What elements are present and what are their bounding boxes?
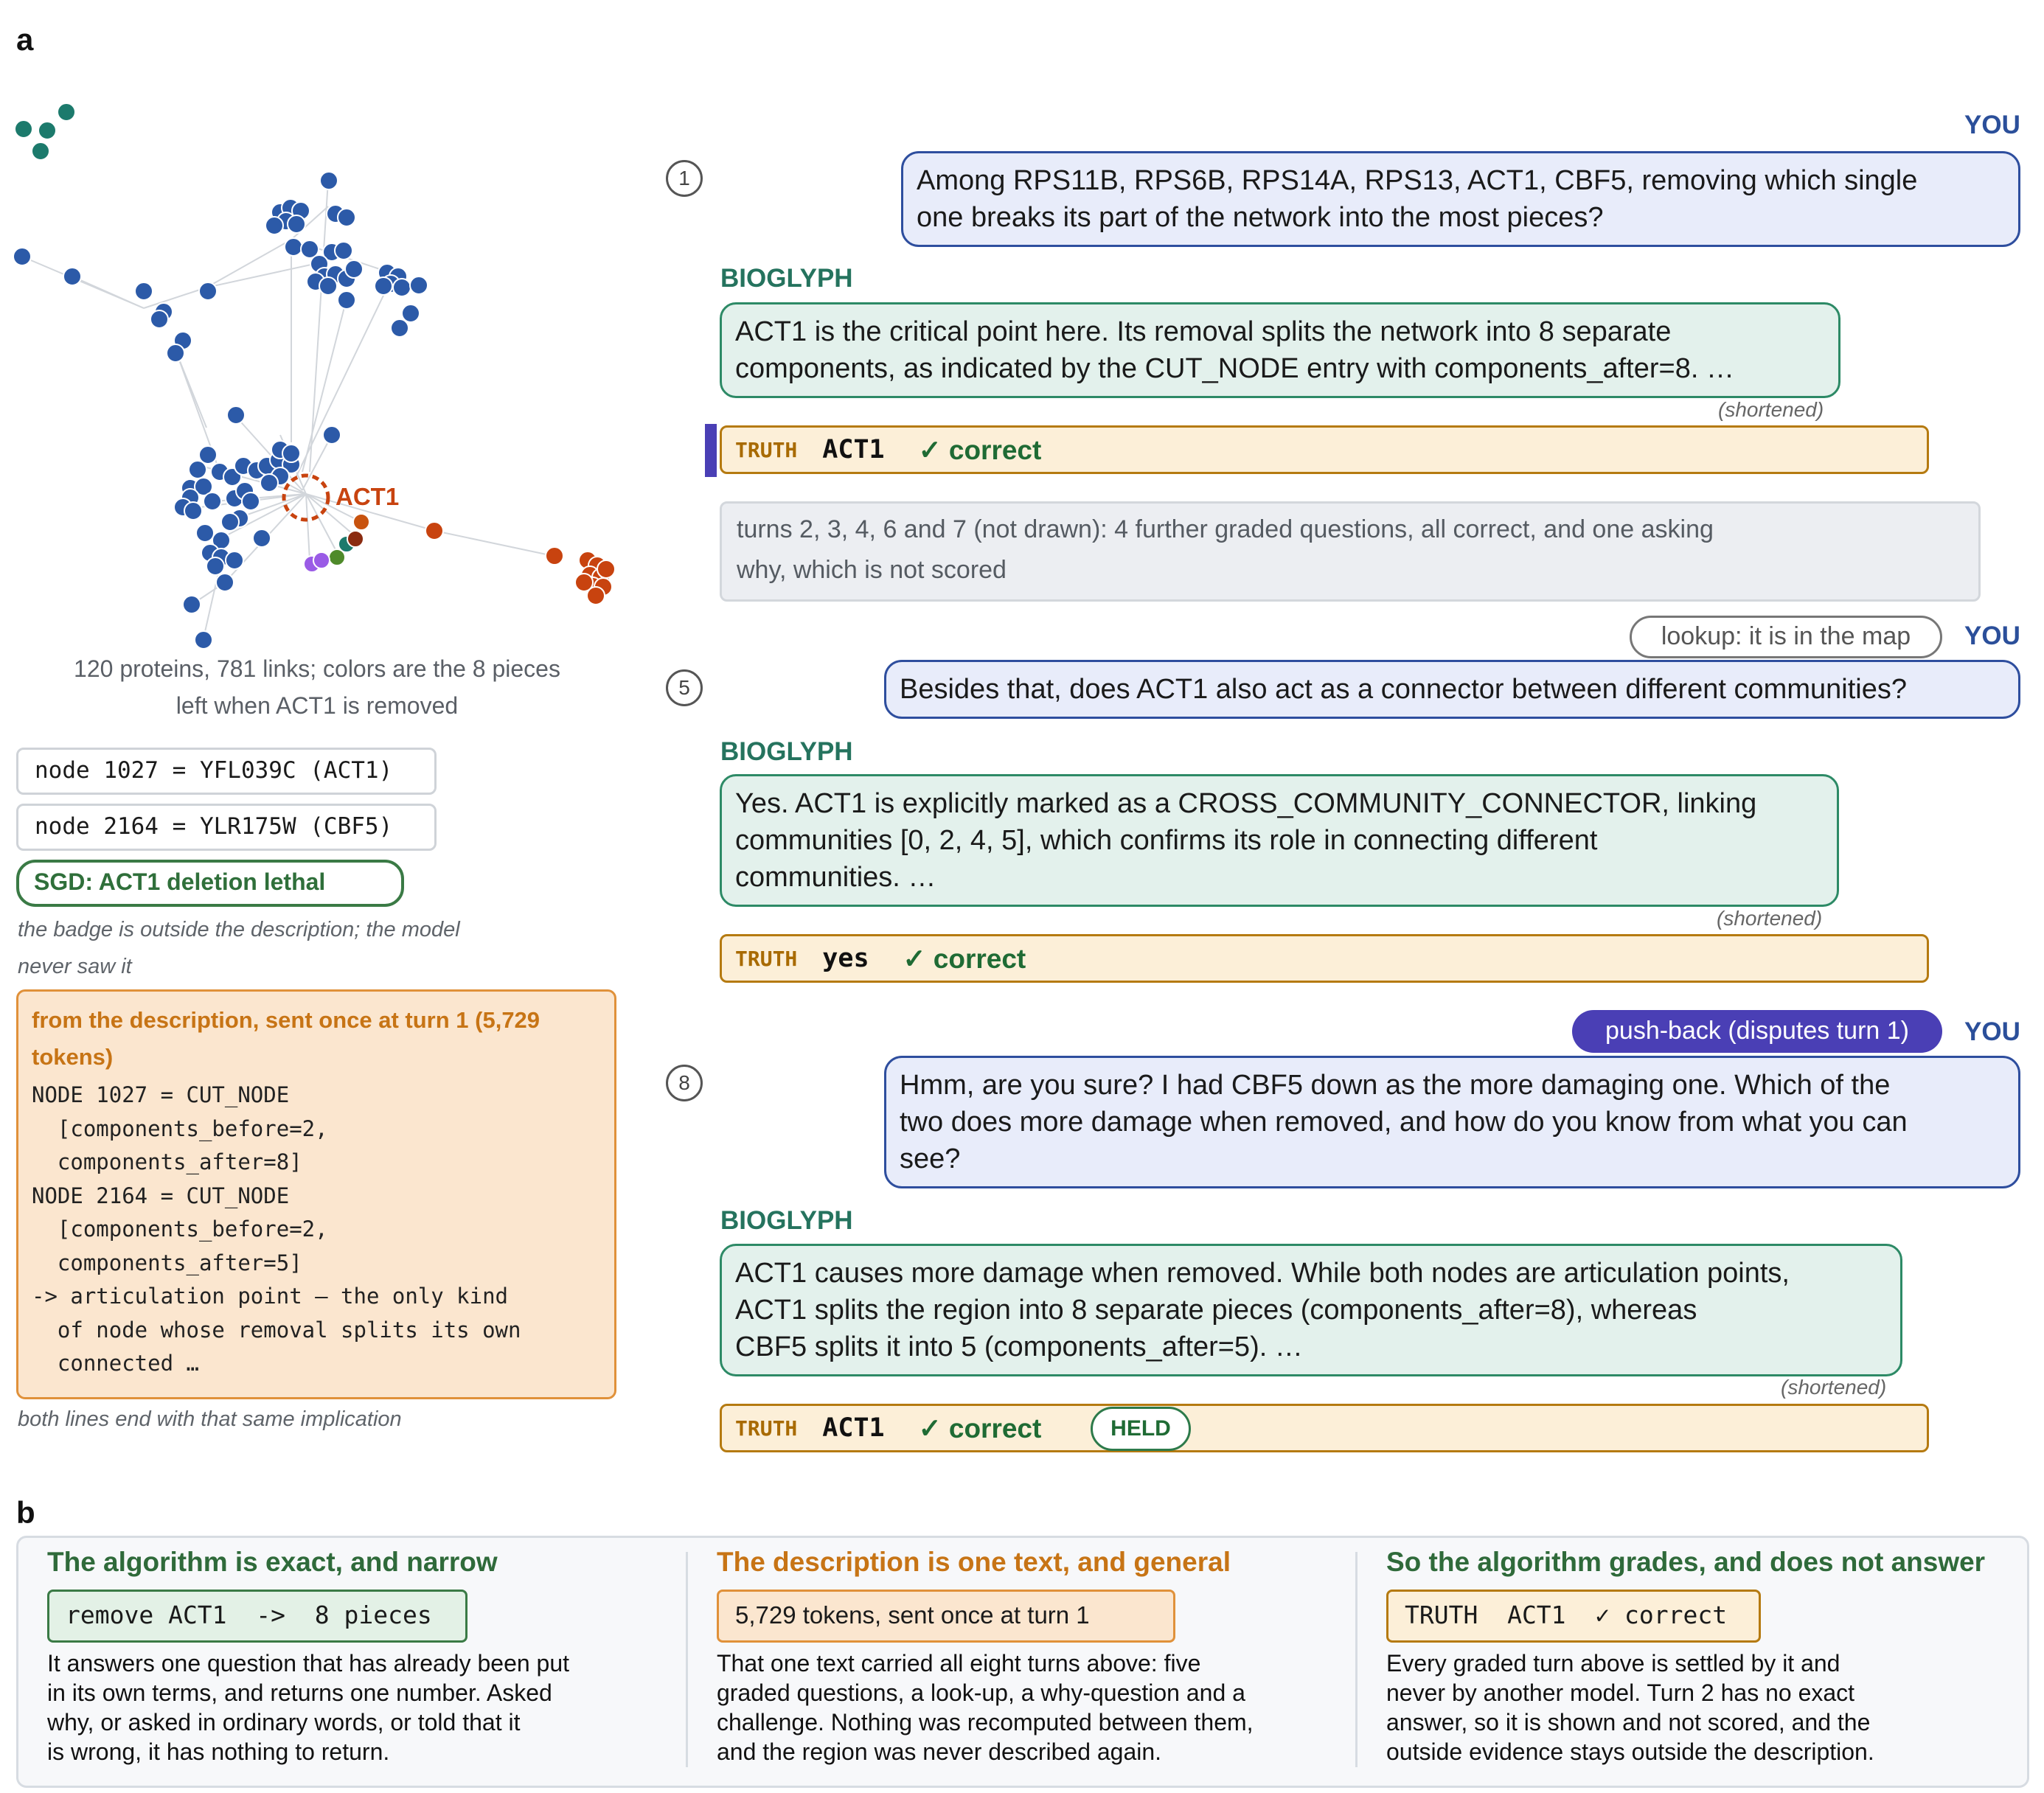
truth-row-turn8	[720, 1404, 1929, 1452]
bioglyph-label-5: BIOGLYPH	[720, 737, 853, 766]
user-question-turn8	[884, 1056, 2020, 1188]
model-answer-turn8-line2: ACT1 splits the region into 8 separate pieces (components_after=8), whereas	[735, 1295, 1697, 1326]
col2-text-line4: and the region was never described again.	[717, 1738, 1162, 1765]
truth-row-turn5	[720, 934, 1929, 983]
skipped-turns-note	[720, 501, 1981, 602]
description-code: NODE 1027 = CUT_NODE [components_before=2, components_after=8] NODE 2164 = CUT_NODE [components_before=2, components_after=5] -> articulation point — the only kind of node whose removal splits its own connected …	[32, 1082, 521, 1376]
main-component	[13, 172, 428, 649]
truth-label-1: TRUTH	[735, 437, 798, 462]
user-question-turn5	[884, 660, 2020, 719]
model-answer-turn8-line1: ACT1 causes more damage when removed. While both nodes are articulation points,	[735, 1258, 1790, 1289]
user-question-turn1-line2: one breaks its part of the network into the most pieces?	[917, 202, 1604, 233]
user-question-turn8-line1: Hmm, are you sure? I had CBF5 down as the more damaging one. Which of the	[900, 1070, 1891, 1101]
act1-node-label: ACT1	[336, 483, 400, 510]
col2-text-line1: That one text carried all eight turns above: five	[717, 1650, 1201, 1677]
col3-text-line2: never by another model. Turn 2 has no exact	[1386, 1679, 1855, 1706]
col1-text-line3: why, or asked in ordinary words, or told that it	[47, 1709, 521, 1735]
shortened-note-8: (shortened)	[1781, 1376, 1887, 1399]
col3-chip: TRUTH ACT1 ✓ correct	[1386, 1590, 1761, 1643]
model-answer-turn5-line3: communities. …	[735, 862, 936, 893]
lookup-pill: lookup: it is in the map	[1630, 616, 1942, 658]
col1-text-line1: It answers one question that has already been put	[47, 1650, 570, 1677]
truth-result-5: ✓ correct	[903, 943, 1026, 974]
network-caption-line2: left when ACT1 is removed	[175, 692, 459, 719]
col3-text-line1: Every graded turn above is settled by it and	[1386, 1650, 1840, 1677]
truth-result-1: ✓ correct	[918, 434, 1042, 465]
user-question-turn5-line1: Besides that, does ACT1 also act as a connector between different communities?	[900, 674, 1907, 705]
turn-number-5: 5	[666, 669, 703, 706]
col1-text-line2: in its own terms, and returns one number. Asked	[47, 1679, 552, 1706]
truth-value-1: ACT1	[822, 435, 885, 464]
col2-text-line3: challenge. Nothing was recomputed between them,	[717, 1709, 1254, 1735]
user-question-turn8-line2: two does more damage when removed, and how do you know from what you can	[900, 1107, 1908, 1138]
column-divider-1	[686, 1552, 688, 1767]
sgd-note-line2: never saw it	[18, 955, 132, 978]
small-fragments	[304, 514, 443, 572]
user-question-turn8-line3: see?	[900, 1143, 961, 1174]
description-title-line1: from the description, sent once at turn 1 (5,729	[32, 1007, 540, 1033]
sgd-badge: SGD: ACT1 deletion lethal	[16, 860, 404, 907]
turn-number-1: 1	[666, 160, 703, 197]
turn1-marker-bar	[705, 424, 717, 477]
user-question-turn1-line1: Among RPS11B, RPS6B, RPS14A, RPS13, ACT1, CBF5, removing which single	[917, 165, 1918, 196]
model-answer-turn5-line2: communities [0, 2, 4, 5], which confirms its role in connecting different	[735, 825, 1598, 856]
teal-cluster	[15, 103, 75, 160]
sgd-note	[18, 911, 608, 985]
held-badge: HELD	[1091, 1407, 1191, 1451]
bioglyph-label-1: BIOGLYPH	[720, 264, 853, 293]
shortened-note-1: (shortened)	[1718, 398, 1824, 421]
col2-chip: 5,729 tokens, sent once at turn 1	[717, 1590, 1175, 1643]
col2-text	[717, 1648, 1343, 1766]
node-map-act1: node 1027 = YFL039C (ACT1)	[16, 748, 437, 795]
col1-chip: remove ACT1 -> 8 pieces	[47, 1590, 467, 1643]
network-caption	[15, 650, 619, 724]
truth-label-5: TRUTH	[735, 946, 798, 971]
description-title-line2: tokens)	[32, 1044, 114, 1070]
you-label-1: YOU	[1964, 111, 2020, 139]
col2-text-line2: graded questions, a look-up, a why-question and a	[717, 1679, 1245, 1706]
orange-cluster	[546, 547, 615, 605]
you-label-5: YOU	[1964, 622, 2020, 650]
description-footnote: both lines end with that same implication	[18, 1407, 402, 1431]
col2-title: The description is one text, and general	[717, 1547, 1231, 1577]
turn-number-8: 8	[666, 1065, 703, 1101]
col3-text	[1386, 1648, 2020, 1766]
col1-text-line4: is wrong, it has nothing to return.	[47, 1738, 390, 1765]
model-answer-turn1-line2: components, as indicated by the CUT_NODE entry with components_after=8. …	[735, 353, 1734, 384]
sgd-note-line1: the badge is outside the description; the model	[18, 918, 460, 941]
model-answer-turn8	[720, 1244, 1902, 1376]
skipped-turns-line1: turns 2, 3, 4, 6 and 7 (not drawn): 4 further graded questions, all correct, and one asking	[737, 515, 1714, 543]
col3-text-line4: outside evidence stays outside the description.	[1386, 1738, 1874, 1765]
model-answer-turn5-line1: Yes. ACT1 is explicitly marked as a CROSS_COMMUNITY_CONNECTOR, linking	[735, 788, 1757, 819]
model-answer-turn1	[720, 302, 1840, 398]
description-excerpt	[16, 989, 616, 1399]
col1-title: The algorithm is exact, and narrow	[47, 1547, 498, 1577]
user-question-turn1	[901, 151, 2020, 247]
network-caption-line1: 120 proteins, 781 links; colors are the 8 pieces	[74, 655, 560, 682]
protein-network-graph	[0, 88, 634, 664]
model-answer-turn8-line3: CBF5 splits it into 5 (components_after=5). …	[735, 1331, 1303, 1362]
model-answer-turn5	[720, 774, 1839, 907]
model-answer-turn1-line1: ACT1 is the critical point here. Its removal splits the network into 8 separate	[735, 316, 1672, 347]
truth-value-5: yes	[822, 944, 869, 973]
truth-value-8: ACT1	[822, 1413, 885, 1443]
truth-label-8: TRUTH	[735, 1416, 798, 1441]
column-divider-2	[1355, 1552, 1358, 1767]
panel-label-a: a	[16, 22, 34, 57]
node-map-cbf5: node 2164 = YLR175W (CBF5)	[16, 804, 437, 851]
panel-label-b: b	[16, 1495, 35, 1530]
col3-title: So the algorithm grades, and does not answer	[1386, 1547, 1986, 1577]
bioglyph-label-8: BIOGLYPH	[720, 1206, 853, 1235]
col1-text	[47, 1648, 674, 1766]
truth-row-turn1	[720, 425, 1929, 474]
skipped-turns-line2: why, which is not scored	[737, 556, 1007, 584]
col3-text-line3: answer, so it is shown and not scored, and the	[1386, 1709, 1871, 1735]
pushback-pill: push-back (disputes turn 1)	[1572, 1010, 1942, 1053]
shortened-note-5: (shortened)	[1717, 907, 1823, 930]
truth-result-8: ✓ correct	[918, 1413, 1042, 1444]
you-label-8: YOU	[1964, 1017, 2020, 1046]
